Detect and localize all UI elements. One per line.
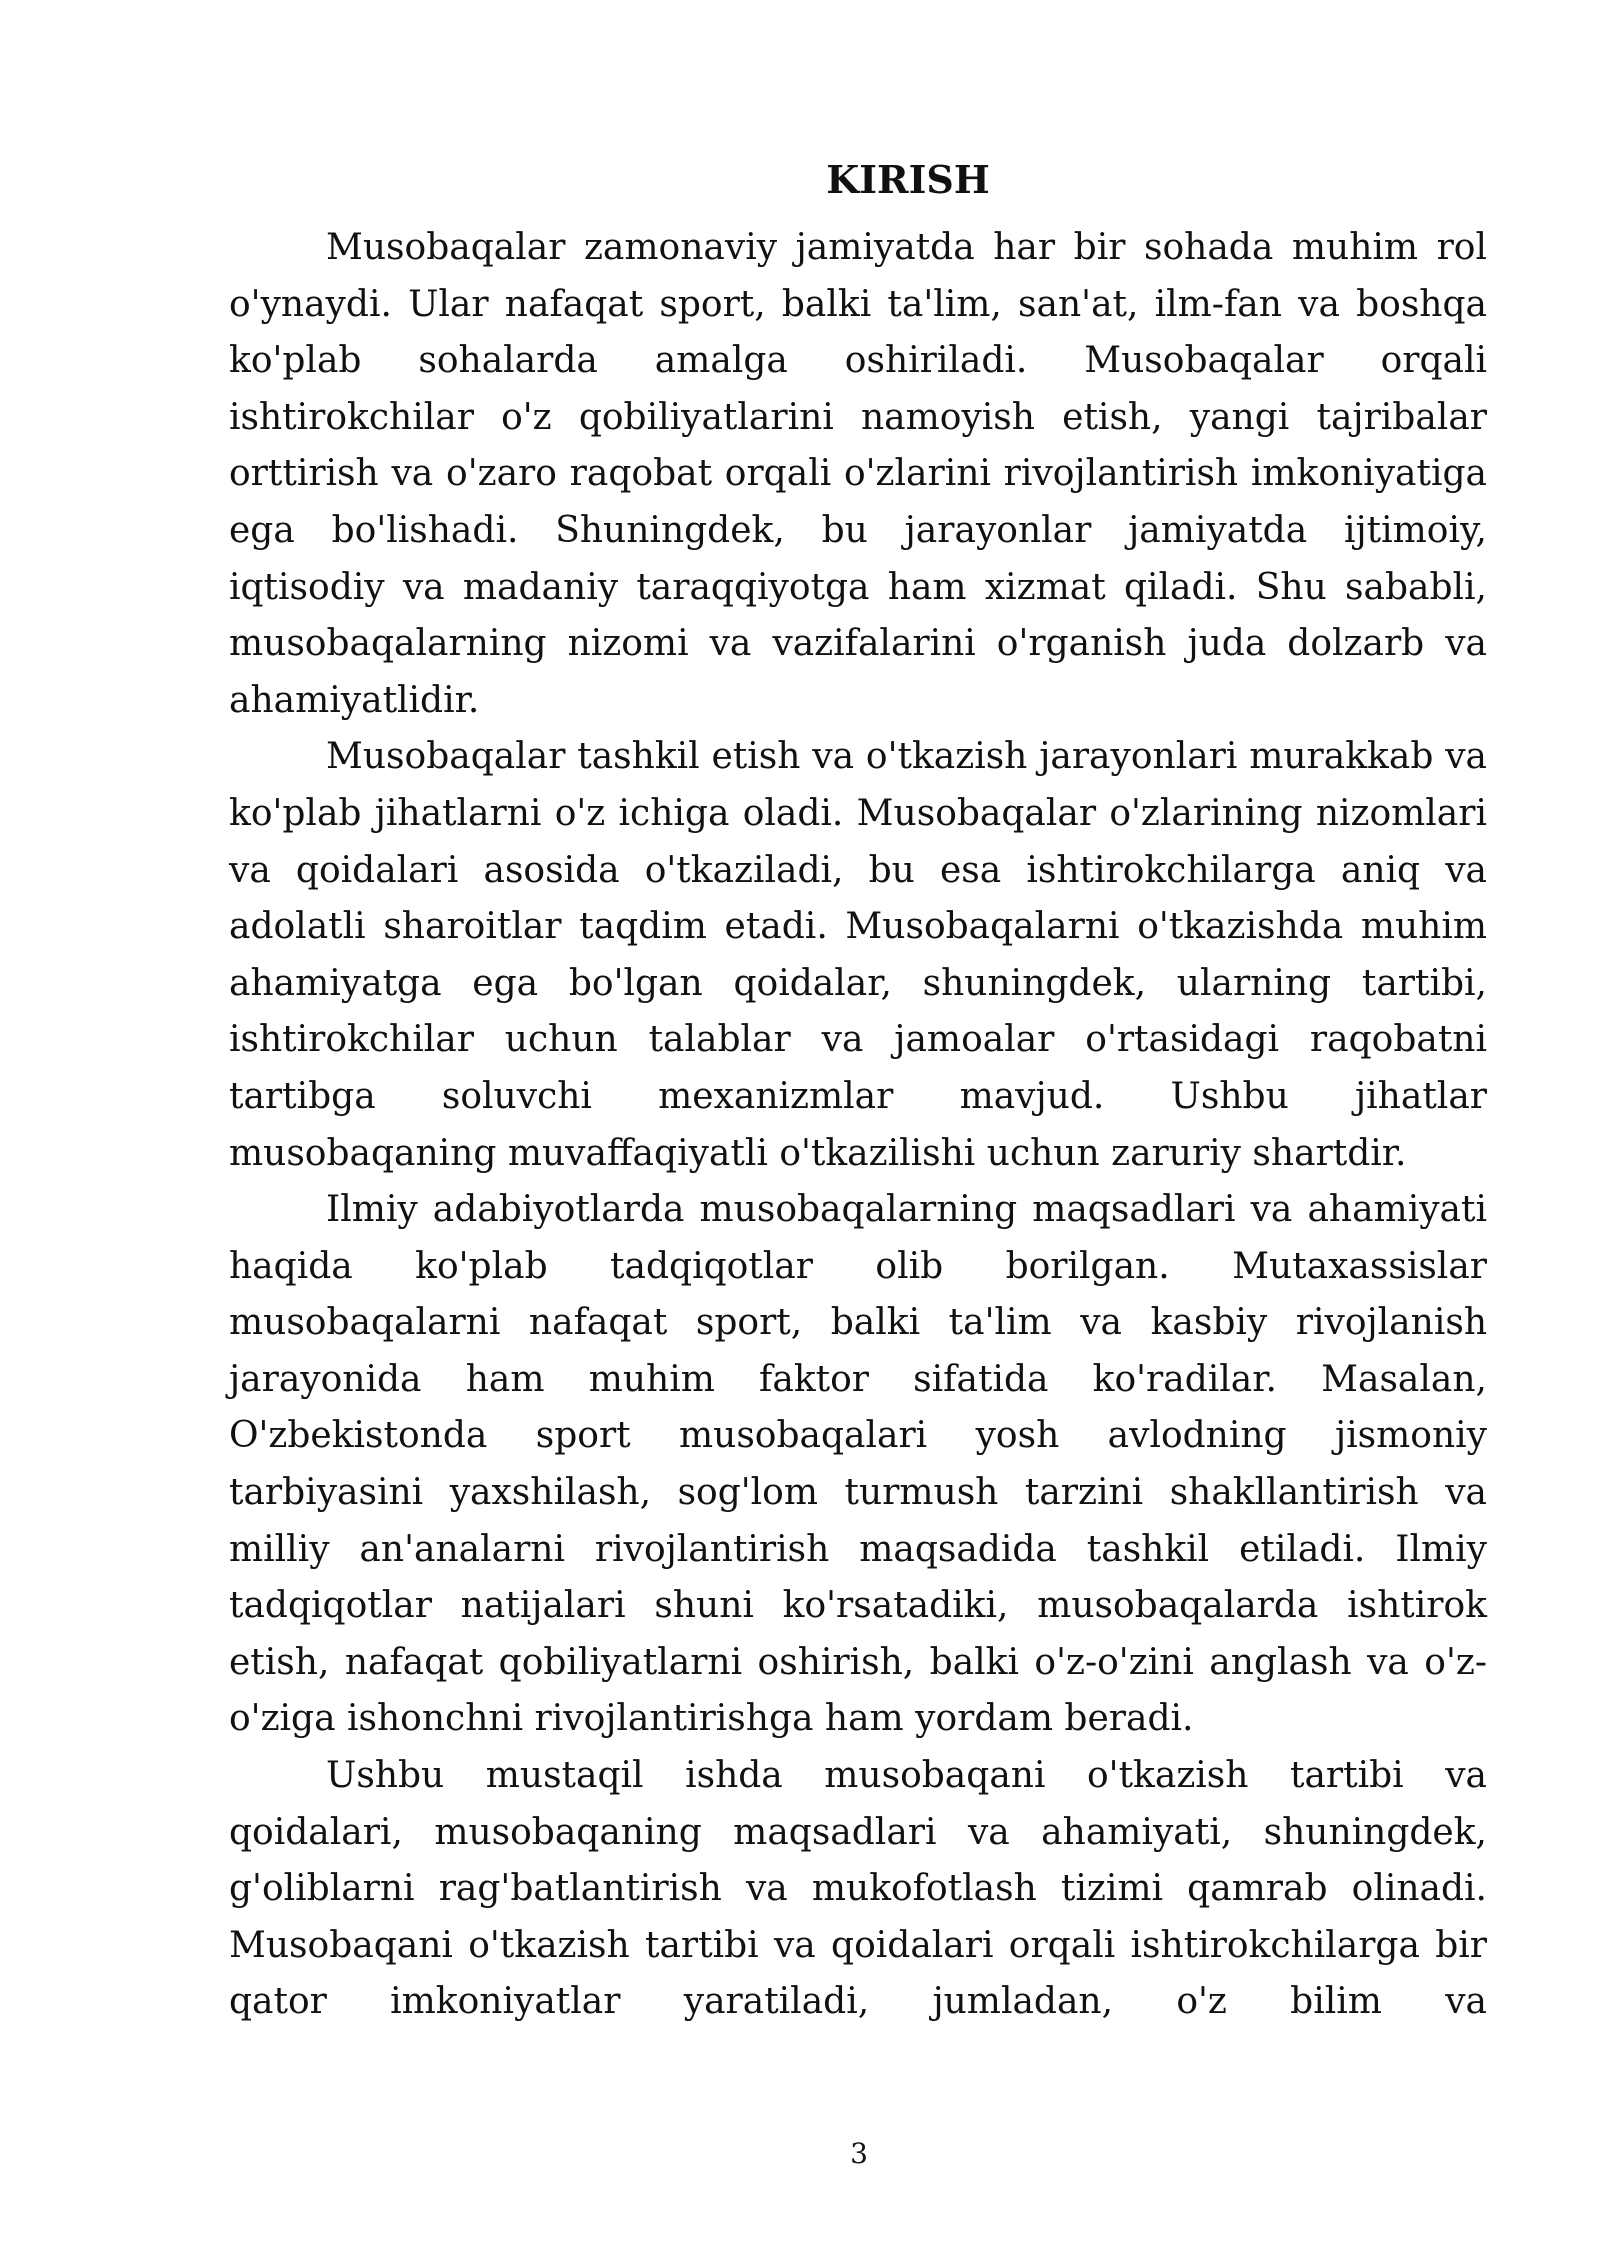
paragraph-1: Musobaqalar zamonaviy jamiyatda har bir sohada muhim rol o'ynaydi. Ular nafaqat sport, balki ta'lim, san'at, ilm-fan va boshqa ko'plab sohalarda amalga oshiriladi. Musobaqalar orqali ishtirokchilar o'z qobiliyatlarini namoyish etish, yangi tajribalar orttirish va o'zaro raqobat orqali o'zlarini rivojlantirish imkoniyatiga ega bo'lishadi. Shuningdek, bu jarayonlar jamiyatda ijtimoiy, iqtisodiy va madaniy taraqqiyotga ham xizmat qiladi. Shu sababli, musobaqalarning nizomi va vazifalarini o'rganish juda dolzarb va ahamiyatlidir.: [229, 227, 1487, 721]
paragraph-3: Ilmiy adabiyotlarda musobaqalarning maqsadlari va ahamiyati haqida ko'plab tadqiqotlar olib borilgan. Mutaxassislar musobaqalarni nafaqat sport, balki ta'lim va kasbiy rivojlanish jarayonida ham muhim faktor sifatida ko'radilar. Masalan, O'zbekistonda sport musobaqalari yosh avlodning jismoniy tarbiyasini yaxshilash, sog'lom turmush tarzini shakllantirish va milliy an'analarni rivojlantirish maqsadida tashkil etiladi. Ilmiy tadqiqotlar natijalari shuni ko'rsatadiki, musobaqalarda ishtirok etish, nafaqat qobiliyatlarni oshirish, balki o'z-o'zini anglash va o'z-o'ziga ishonchni rivojlantirishga ham yordam beradi.: [229, 1189, 1487, 1740]
section-heading: KIRISH: [826, 157, 990, 202]
paragraph-4: Ushbu mustaqil ishda musobaqani o'tkazish tartibi va qoidalari, musobaqaning maqsadlari va ahamiyati, shuningdek, g'oliblarni rag'batlantirish va mukofotlash tizimi qamrab olinadi. Musobaqani o'tkazish tartibi va qoidalari orqali ishtirokchilarga bir qator imkoniyatlar yaratiladi, jumladan, o'z bilim va: [229, 1755, 1487, 2023]
page-number: 3: [850, 2137, 868, 2170]
paragraph-2: Musobaqalar tashkil etish va o'tkazish jarayonlari murakkab va ko'plab jihatlarni o'z ichiga oladi. Musobaqalar o'zlarining nizomlari va qoidalari asosida o'tkaziladi, bu esa ishtirokchilarga aniq va adolatli sharoitlar taqdim etadi. Musobaqalarni o'tkazishda muhim ahamiyatga ega bo'lgan qoidalar, shuningdek, ularning tartibi, ishtirokchilar uchun talablar va jamoalar o'rtasidagi raqobatni tartibga soluvchi mexanizmlar mavjud. Ushbu jihatlar musobaqaning muvaffaqiyatli o'tkazilishi uchun zaruriy shartdir.: [229, 736, 1487, 1174]
page-body: [229, 152, 1487, 2031]
